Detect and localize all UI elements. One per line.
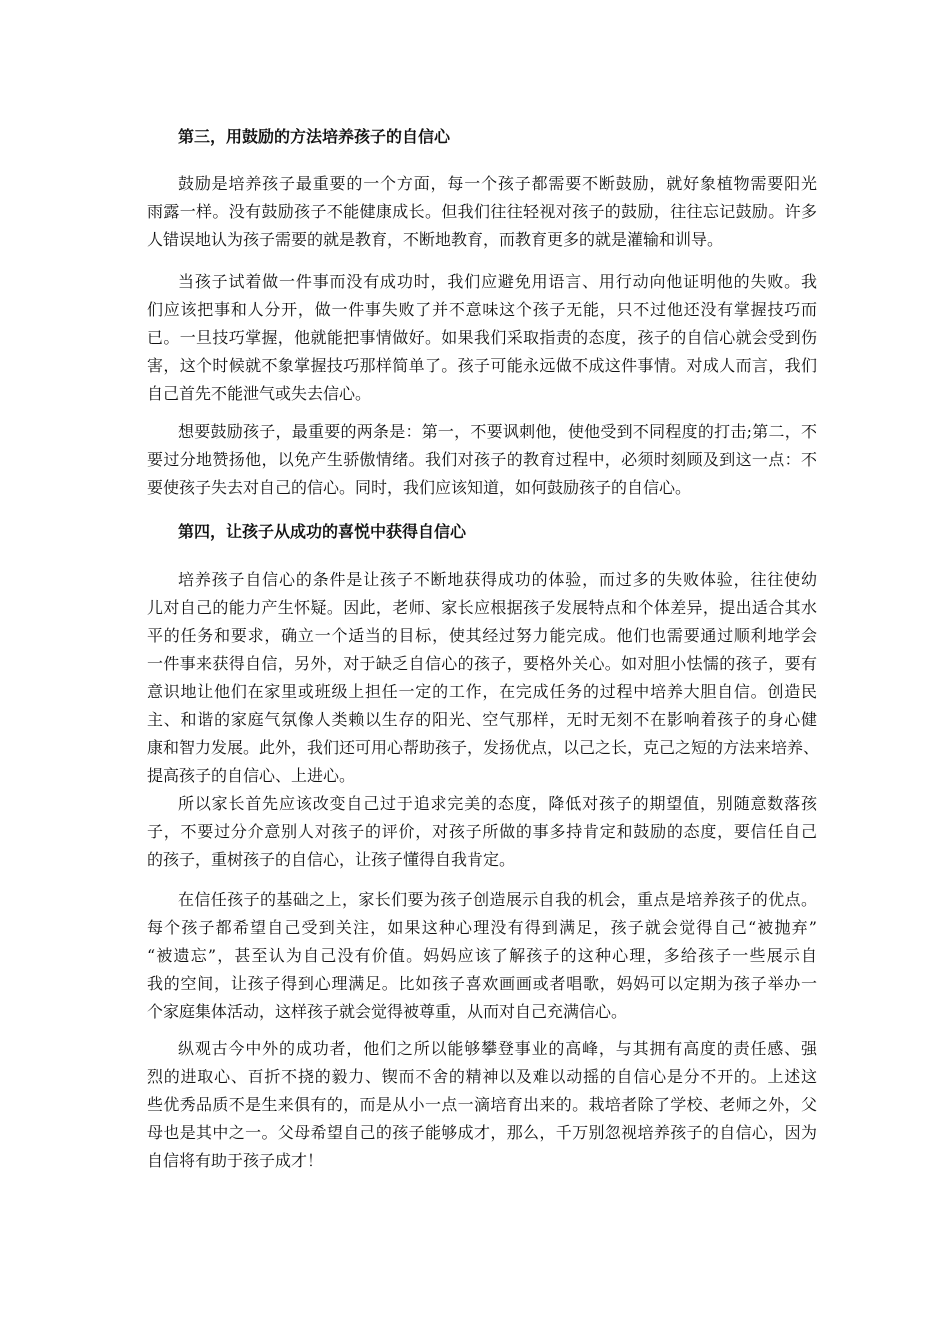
paragraph-line: 意识地让他们在家里或班级上担任一定的工作，在完成任务的过程中培养大胆自信。创造民: [147, 682, 817, 701]
paragraph-line: 要使孩子失去对自己的信心。同时，我们应该知道，如何鼓励孩子的自信心。: [147, 478, 692, 497]
paragraph-encouragement: [147, 170, 817, 254]
paragraph-line: 平的任务和要求，确立一个适当的目标，使其经过努力能完成。他们也需要通过顺利地学会: [147, 626, 817, 645]
paragraph-line: 儿对自己的能力产生怀疑。因此，老师、家长应根据孩子发展特点和个体差异，提出适合其水: [147, 598, 817, 617]
paragraph-line: 我的空间，让孩子得到心理满足。比如孩子喜欢画画或者唱歌，妈妈可以定期为孩子举办一: [147, 974, 817, 993]
paragraph-line: 康和智力发展。此外，我们还可用心帮助孩子，发扬优点，以己之长，克己之短的方法来培养、: [147, 738, 820, 757]
paragraph-line: 一件事来获得自信，另外，对于缺乏自信心的孩子，要格外关心。如对胆小怯懦的孩子，要有: [147, 654, 817, 673]
paragraph-line: 培养孩子自信心的条件是让孩子不断地获得成功的体验，而过多的失败体验，往往使幼: [178, 570, 817, 589]
paragraph-line: 主、和谐的家庭气氛像人类赖以生存的阳光、空气那样，无时无刻不在影响着孩子的身心健: [147, 710, 817, 729]
paragraph-line: “被遗忘”，甚至认为自己没有价值。妈妈应该了解孩子的这种心理，多给孩子一些展示自: [147, 946, 817, 965]
paragraph-line: 烈的进取心、百折不挠的毅力、锲而不舍的精神以及难以动摇的自信心是分不开的。上述这: [147, 1067, 817, 1086]
paragraph-line: 个家庭集体活动，这样孩子就会觉得被尊重，从而对自己充满信心。: [147, 1002, 628, 1021]
paragraph-trust: [147, 886, 817, 1026]
paragraph-line: 些优秀品质不是生来俱有的，而是从小一点一滴培育出来的。栽培者除了学校、老师之外，父: [147, 1095, 817, 1114]
paragraph-line: 母也是其中之一。父母希望自己的孩子能够成才，那么，千万别忽视培养孩子的自信心，因为: [147, 1123, 817, 1142]
paragraph-line: 已。一旦技巧掌握，他就能把事情做好。如果我们采取指责的态度，孩子的自信心就会受到伤: [147, 328, 817, 347]
paragraph-line: 纵观古今中外的成功者，他们之所以能够攀登事业的高峰，与其拥有高度的责任感、强: [178, 1039, 817, 1058]
paragraph-conclusion: [147, 1035, 817, 1175]
paragraph-line: 提高孩子的自信心、上进心。: [147, 766, 356, 785]
paragraph-line: 要过分地赞扬他，以免产生骄傲情绪。我们对孩子的教育过程中，必须时刻顾及到这一点：不: [147, 450, 817, 469]
paragraph-line: 子，不要过分介意别人对孩子的评价，对孩子所做的事多持肯定和鼓励的态度，要信任自己: [147, 822, 817, 841]
paragraph-line: 自己首先不能泄气或失去信心。: [147, 384, 372, 403]
paragraph-line: 每个孩子都希望自己受到关注，如果这种心理没有得到满足，孩子就会觉得自己“被抛弃”: [147, 918, 817, 937]
paragraph-success-experience: [147, 566, 820, 790]
section-heading-3: 第三，用鼓励的方法培养孩子的自信心: [178, 127, 451, 146]
paragraph-line: 当孩子试着做一件事而没有成功时，我们应避免用语言、用行动向他证明他的失败。我: [178, 272, 817, 291]
paragraph-line: 人错误地认为孩子需要的就是教育，不断地教育，而教育更多的就是灌输和训导。: [147, 230, 724, 249]
paragraph-line: 雨露一样。没有鼓励孩子不能健康成长。但我们往往轻视对孩子的鼓励，往往忘记鼓励。许多: [147, 202, 817, 221]
paragraph-parent-attitude: [147, 790, 817, 874]
section-heading-4: 第四，让孩子从成功的喜悦中获得自信心: [178, 522, 467, 541]
paragraph-failure: [147, 268, 817, 408]
paragraph-two-rules: [147, 418, 817, 502]
paragraph-line: 在信任孩子的基础之上，家长们要为孩子创造展示自我的机会，重点是培养孩子的优点。: [178, 890, 817, 909]
paragraph-line: 自信将有助于孩子成才！: [147, 1151, 324, 1170]
paragraph-line: 鼓励是培养孩子最重要的一个方面，每一个孩子都需要不断鼓励，就好象植物需要阳光: [178, 174, 817, 193]
paragraph-line: 想要鼓励孩子，最重要的两条是：第一，不要讽刺他，使他受到不同程度的打击;第二，不: [178, 422, 817, 441]
paragraph-line: 的孩子，重树孩子的自信心，让孩子懂得自我肯定。: [147, 850, 516, 869]
paragraph-line: 们应该把事和人分开，做一件事失败了并不意味这个孩子无能，只不过他还没有掌握技巧而: [147, 300, 817, 319]
paragraph-line: 所以家长首先应该改变自己过于追求完美的态度，降低对孩子的期望值，别随意数落孩: [178, 794, 817, 813]
paragraph-line: 害，这个时候就不象掌握技巧那样简单了。孩子可能永远做不成这件事情。对成人而言，我们: [147, 356, 817, 375]
